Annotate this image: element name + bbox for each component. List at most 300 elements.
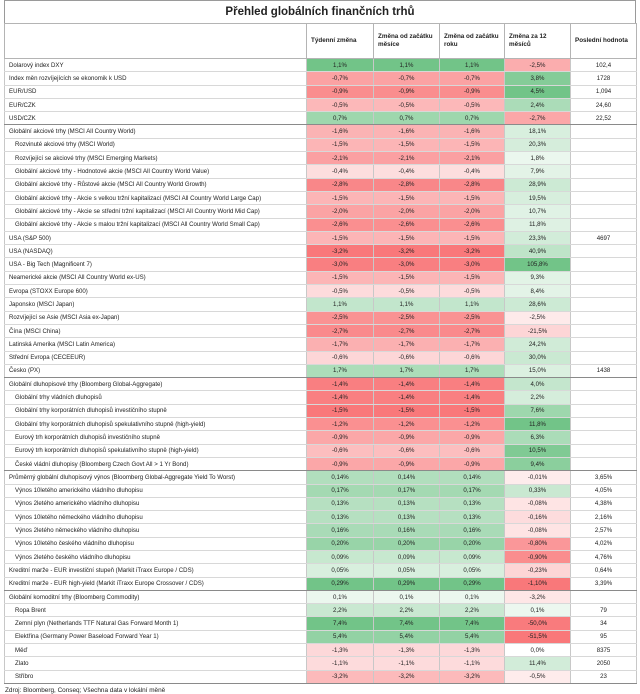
last-value-cell: 4,76% bbox=[571, 550, 637, 563]
12m-cell: -0,08% bbox=[505, 524, 571, 537]
mtd-cell: -1,4% bbox=[374, 391, 440, 404]
row-label: Rozvíjející se Asie (MSCI Asia ex-Japan) bbox=[5, 311, 307, 324]
12m-cell: -0,01% bbox=[505, 471, 571, 484]
mtd-cell: 1,1% bbox=[374, 298, 440, 311]
ytd-cell: -1,5% bbox=[440, 404, 505, 417]
table-row bbox=[5, 644, 637, 657]
mtd-cell: -0,7% bbox=[374, 72, 440, 85]
row-label: Střední Evropa (CECEEUR) bbox=[5, 351, 307, 364]
header-12m: Změna za 12 měsíců bbox=[505, 24, 571, 59]
last-value-cell bbox=[571, 404, 637, 417]
last-value-cell bbox=[571, 418, 637, 431]
table-row bbox=[5, 112, 637, 125]
table-row bbox=[5, 497, 637, 510]
weekly-cell: -0,5% bbox=[307, 98, 374, 111]
weekly-cell: 0,05% bbox=[307, 564, 374, 577]
weekly-cell: -0,7% bbox=[307, 72, 374, 85]
last-value-cell: 102,4 bbox=[571, 59, 637, 72]
last-value-cell: 4,05% bbox=[571, 484, 637, 497]
ytd-cell: -0,4% bbox=[440, 165, 505, 178]
last-value-cell: 4,02% bbox=[571, 537, 637, 550]
row-label: EUR/USD bbox=[5, 85, 307, 98]
mtd-cell: -1,4% bbox=[374, 378, 440, 391]
mtd-cell: -2,0% bbox=[374, 205, 440, 218]
last-value-cell: 3,65% bbox=[571, 471, 637, 484]
last-value-cell bbox=[571, 590, 637, 603]
weekly-cell: -2,0% bbox=[307, 205, 374, 218]
table-row bbox=[5, 378, 637, 391]
ytd-cell: -0,9% bbox=[440, 457, 505, 470]
row-label: Dolarový index DXY bbox=[5, 59, 307, 72]
row-label: USD/CZK bbox=[5, 112, 307, 125]
weekly-cell: -2,1% bbox=[307, 152, 374, 165]
mtd-cell: -1,5% bbox=[374, 191, 440, 204]
ytd-cell: -3,2% bbox=[440, 670, 505, 683]
weekly-cell: -0,9% bbox=[307, 431, 374, 444]
last-value-cell bbox=[571, 444, 637, 457]
ytd-cell: 0,7% bbox=[440, 112, 505, 125]
last-value-cell: 22,52 bbox=[571, 112, 637, 125]
12m-cell: 28,6% bbox=[505, 298, 571, 311]
row-label: Eurový trh korporátních dluhopisů spekulativního stupně (high-yield) bbox=[5, 444, 307, 457]
weekly-cell: -0,6% bbox=[307, 444, 374, 457]
mtd-cell: 0,16% bbox=[374, 524, 440, 537]
table-row bbox=[5, 152, 637, 165]
mtd-cell: -2,5% bbox=[374, 311, 440, 324]
last-value-cell bbox=[571, 431, 637, 444]
row-label: Japonsko (MSCI Japan) bbox=[5, 298, 307, 311]
row-label: Globální akciové trhy - Akcie se střední tržní kapitalizací (MSCI All Country World Mid Cap) bbox=[5, 205, 307, 218]
last-value-cell bbox=[571, 191, 637, 204]
ytd-cell: -0,6% bbox=[440, 444, 505, 457]
row-label: Globální trhy korporátních dluhopisů investičního stupně bbox=[5, 404, 307, 417]
12m-cell: 3,8% bbox=[505, 72, 571, 85]
weekly-cell: 0,16% bbox=[307, 524, 374, 537]
ytd-cell: -1,4% bbox=[440, 391, 505, 404]
row-label: Měď bbox=[5, 644, 307, 657]
last-value-cell: 0,64% bbox=[571, 564, 637, 577]
weekly-cell: -2,5% bbox=[307, 311, 374, 324]
table-row bbox=[5, 471, 637, 484]
last-value-cell: 2050 bbox=[571, 657, 637, 670]
last-value-cell bbox=[571, 165, 637, 178]
12m-cell: -2,7% bbox=[505, 112, 571, 125]
row-label: Zlato bbox=[5, 657, 307, 670]
weekly-cell: -0,9% bbox=[307, 85, 374, 98]
row-label: Stříbro bbox=[5, 670, 307, 683]
ytd-cell: 0,20% bbox=[440, 537, 505, 550]
ytd-cell: -1,6% bbox=[440, 125, 505, 138]
weekly-cell: -1,2% bbox=[307, 418, 374, 431]
header-ytd: Změna od začátku roku bbox=[440, 24, 505, 59]
weekly-cell: -1,5% bbox=[307, 404, 374, 417]
mtd-cell: -1,1% bbox=[374, 657, 440, 670]
row-label: Globální akciové trhy - Akcie s velkou tržní kapitalizací (MSCI All Country World Large Cap) bbox=[5, 191, 307, 204]
12m-cell: 2,2% bbox=[505, 391, 571, 404]
table-row bbox=[5, 537, 637, 550]
table-row bbox=[5, 630, 637, 643]
last-value-cell: 4697 bbox=[571, 231, 637, 244]
row-label: Index měn rozvíjejících se ekonomik k USD bbox=[5, 72, 307, 85]
ytd-cell: 0,13% bbox=[440, 497, 505, 510]
12m-cell: 1,8% bbox=[505, 152, 571, 165]
ytd-cell: 0,16% bbox=[440, 524, 505, 537]
12m-cell: 11,4% bbox=[505, 657, 571, 670]
weekly-cell: 0,29% bbox=[307, 577, 374, 590]
last-value-cell bbox=[571, 205, 637, 218]
table-row bbox=[5, 364, 637, 377]
mtd-cell: 1,7% bbox=[374, 364, 440, 377]
mtd-cell: 1,1% bbox=[374, 59, 440, 72]
ytd-cell: -1,5% bbox=[440, 191, 505, 204]
weekly-cell: 0,13% bbox=[307, 497, 374, 510]
row-label: Evropa (STOXX Europe 600) bbox=[5, 285, 307, 298]
table-row bbox=[5, 511, 637, 524]
last-value-cell bbox=[571, 391, 637, 404]
page-title: Přehled globálních finančních trhů bbox=[4, 0, 636, 23]
table-row bbox=[5, 590, 637, 603]
row-label: Globální akciové trhy (MSCI All Country World) bbox=[5, 125, 307, 138]
weekly-cell: 0,17% bbox=[307, 484, 374, 497]
weekly-cell: -2,7% bbox=[307, 324, 374, 337]
weekly-cell: -1,5% bbox=[307, 138, 374, 151]
last-value-cell: 1,094 bbox=[571, 85, 637, 98]
12m-cell: 2,4% bbox=[505, 98, 571, 111]
row-label: Česko (PX) bbox=[5, 364, 307, 377]
ytd-cell: -0,9% bbox=[440, 85, 505, 98]
mtd-cell: -0,5% bbox=[374, 98, 440, 111]
mtd-cell: -2,1% bbox=[374, 152, 440, 165]
row-label: Zemní plyn (Netherlands TTF Natural Gas Forward Month 1) bbox=[5, 617, 307, 630]
ytd-cell: -0,5% bbox=[440, 285, 505, 298]
mtd-cell: 0,17% bbox=[374, 484, 440, 497]
market-overview bbox=[4, 0, 636, 694]
last-value-cell bbox=[571, 338, 637, 351]
mtd-cell: -2,6% bbox=[374, 218, 440, 231]
12m-cell: -50,0% bbox=[505, 617, 571, 630]
weekly-cell: 5,4% bbox=[307, 630, 374, 643]
12m-cell: -0,5% bbox=[505, 670, 571, 683]
ytd-cell: 7,4% bbox=[440, 617, 505, 630]
weekly-cell: -3,2% bbox=[307, 245, 374, 258]
12m-cell: 10,7% bbox=[505, 205, 571, 218]
weekly-cell: -3,0% bbox=[307, 258, 374, 271]
row-label: Výnos 10letého českého vládního dluhopisu bbox=[5, 537, 307, 550]
12m-cell: 9,4% bbox=[505, 457, 571, 470]
weekly-cell: 0,13% bbox=[307, 511, 374, 524]
table-row bbox=[5, 457, 637, 470]
source-note: Zdroj: Bloomberg, Conseq; Všechna data v lokální měně bbox=[5, 686, 166, 694]
mtd-cell: -0,9% bbox=[374, 85, 440, 98]
12m-cell: 4,5% bbox=[505, 85, 571, 98]
last-value-cell: 2,16% bbox=[571, 511, 637, 524]
last-value-cell: 95 bbox=[571, 630, 637, 643]
mtd-cell: -0,5% bbox=[374, 285, 440, 298]
ytd-cell: -1,5% bbox=[440, 138, 505, 151]
12m-cell: 105,8% bbox=[505, 258, 571, 271]
ytd-cell: -1,4% bbox=[440, 378, 505, 391]
row-label: EUR/CZK bbox=[5, 98, 307, 111]
row-label: Neamerické akcie (MSCI All Country World ex-US) bbox=[5, 271, 307, 284]
last-value-cell: 79 bbox=[571, 604, 637, 617]
weekly-cell: 2,2% bbox=[307, 604, 374, 617]
ytd-cell: 0,29% bbox=[440, 577, 505, 590]
last-value-cell bbox=[571, 125, 637, 138]
table-row bbox=[5, 85, 637, 98]
table-row bbox=[5, 338, 637, 351]
mtd-cell: 0,13% bbox=[374, 511, 440, 524]
row-label: Globální trhy vládních dluhopisů bbox=[5, 391, 307, 404]
12m-cell: 8,4% bbox=[505, 285, 571, 298]
ytd-cell: -0,7% bbox=[440, 72, 505, 85]
12m-cell: 11,8% bbox=[505, 418, 571, 431]
last-value-cell: 23 bbox=[571, 670, 637, 683]
mtd-cell: -1,2% bbox=[374, 418, 440, 431]
header-weekly: Týdenní změna bbox=[307, 24, 374, 59]
last-value-cell bbox=[571, 218, 637, 231]
mtd-cell: -1,6% bbox=[374, 125, 440, 138]
ytd-cell: -2,7% bbox=[440, 324, 505, 337]
ytd-cell: -2,8% bbox=[440, 178, 505, 191]
ytd-cell: 0,14% bbox=[440, 471, 505, 484]
12m-cell: 0,1% bbox=[505, 604, 571, 617]
weekly-cell: -0,6% bbox=[307, 351, 374, 364]
last-value-cell bbox=[571, 324, 637, 337]
market-table bbox=[4, 23, 637, 684]
table-row bbox=[5, 231, 637, 244]
ytd-cell: 2,2% bbox=[440, 604, 505, 617]
ytd-cell: -0,5% bbox=[440, 98, 505, 111]
last-value-cell: 4,38% bbox=[571, 497, 637, 510]
table-row bbox=[5, 670, 637, 683]
weekly-cell: 0,7% bbox=[307, 112, 374, 125]
mtd-cell: -3,0% bbox=[374, 258, 440, 271]
weekly-cell: -1,6% bbox=[307, 125, 374, 138]
row-label: Globální akciové trhy - Akcie s malou tržní kapitalizací (MSCI All Country World Small Cap) bbox=[5, 218, 307, 231]
12m-cell: 30,0% bbox=[505, 351, 571, 364]
weekly-cell: -0,5% bbox=[307, 285, 374, 298]
12m-cell: -51,5% bbox=[505, 630, 571, 643]
last-value-cell bbox=[571, 351, 637, 364]
row-label: Kreditní marže - EUR high-yield (Markit iTraxx Europe Crossover / CDS) bbox=[5, 577, 307, 590]
header-mtd: Změna od začátku měsíce bbox=[374, 24, 440, 59]
last-value-cell bbox=[571, 298, 637, 311]
12m-cell: 11,8% bbox=[505, 218, 571, 231]
weekly-cell: 0,20% bbox=[307, 537, 374, 550]
weekly-cell: 1,7% bbox=[307, 364, 374, 377]
mtd-cell: -0,9% bbox=[374, 457, 440, 470]
mtd-cell: 2,2% bbox=[374, 604, 440, 617]
table-row bbox=[5, 391, 637, 404]
ytd-cell: 0,17% bbox=[440, 484, 505, 497]
12m-cell: -2,5% bbox=[505, 59, 571, 72]
table-row bbox=[5, 125, 637, 138]
mtd-cell: -0,6% bbox=[374, 444, 440, 457]
12m-cell: 4,0% bbox=[505, 378, 571, 391]
row-label: Výnos 2letého českého vládního dluhopisu bbox=[5, 550, 307, 563]
row-label: Rozvinuté akciové trhy (MSCI World) bbox=[5, 138, 307, 151]
table-row bbox=[5, 484, 637, 497]
weekly-cell: -0,9% bbox=[307, 457, 374, 470]
12m-cell: -1,10% bbox=[505, 577, 571, 590]
last-value-cell bbox=[571, 271, 637, 284]
12m-cell: 0,33% bbox=[505, 484, 571, 497]
12m-cell: 9,3% bbox=[505, 271, 571, 284]
12m-cell: -3,2% bbox=[505, 590, 571, 603]
mtd-cell: -2,7% bbox=[374, 324, 440, 337]
mtd-cell: -1,5% bbox=[374, 404, 440, 417]
ytd-cell: -1,3% bbox=[440, 644, 505, 657]
mtd-cell: -1,3% bbox=[374, 644, 440, 657]
weekly-cell: -1,5% bbox=[307, 191, 374, 204]
12m-cell: -0,08% bbox=[505, 497, 571, 510]
weekly-cell: -1,5% bbox=[307, 231, 374, 244]
12m-cell: -0,23% bbox=[505, 564, 571, 577]
12m-cell: 28,9% bbox=[505, 178, 571, 191]
ytd-cell: -2,0% bbox=[440, 205, 505, 218]
last-value-cell bbox=[571, 138, 637, 151]
mtd-cell: 7,4% bbox=[374, 617, 440, 630]
ytd-cell: 5,4% bbox=[440, 630, 505, 643]
table-row bbox=[5, 191, 637, 204]
last-value-cell: 1438 bbox=[571, 364, 637, 377]
ytd-cell: -1,1% bbox=[440, 657, 505, 670]
row-label: USA - Big Tech (Magnificent 7) bbox=[5, 258, 307, 271]
12m-cell: 6,3% bbox=[505, 431, 571, 444]
row-label: Čína (MSCI China) bbox=[5, 324, 307, 337]
table-row bbox=[5, 404, 637, 417]
weekly-cell: -1,4% bbox=[307, 378, 374, 391]
row-label: Výnos 10letého amerického vládního dluhopisu bbox=[5, 484, 307, 497]
ytd-cell: -3,2% bbox=[440, 245, 505, 258]
weekly-cell: 0,09% bbox=[307, 550, 374, 563]
ytd-cell: -1,2% bbox=[440, 418, 505, 431]
ytd-cell: -1,5% bbox=[440, 271, 505, 284]
ytd-cell: -1,5% bbox=[440, 231, 505, 244]
row-label: USA (NASDAQ) bbox=[5, 245, 307, 258]
12m-cell: -21,5% bbox=[505, 324, 571, 337]
last-value-cell: 1728 bbox=[571, 72, 637, 85]
table-row bbox=[5, 298, 637, 311]
ytd-cell: 1,1% bbox=[440, 59, 505, 72]
ytd-cell: -0,9% bbox=[440, 431, 505, 444]
ytd-cell: -1,7% bbox=[440, 338, 505, 351]
row-label: Výnos 2letého amerického vládního dluhopisu bbox=[5, 497, 307, 510]
row-label: Eurový trh korporátních dluhopisů investičního stupně bbox=[5, 431, 307, 444]
mtd-cell: 0,20% bbox=[374, 537, 440, 550]
weekly-cell: 7,4% bbox=[307, 617, 374, 630]
12m-cell: 23,3% bbox=[505, 231, 571, 244]
row-label: Ropa Brent bbox=[5, 604, 307, 617]
mtd-cell: -1,5% bbox=[374, 271, 440, 284]
mtd-cell: 0,14% bbox=[374, 471, 440, 484]
last-value-cell: 3,39% bbox=[571, 577, 637, 590]
weekly-cell: -2,8% bbox=[307, 178, 374, 191]
table-row bbox=[5, 72, 637, 85]
table-row bbox=[5, 245, 637, 258]
mtd-cell: -1,5% bbox=[374, 138, 440, 151]
row-label: Průměrný globální dluhopisový výnos (Bloomberg Global-Aggregate Yield To Worst) bbox=[5, 471, 307, 484]
ytd-cell: 0,09% bbox=[440, 550, 505, 563]
12m-cell: 40,9% bbox=[505, 245, 571, 258]
mtd-cell: 0,05% bbox=[374, 564, 440, 577]
header-last: Poslední hodnota bbox=[571, 24, 637, 59]
table-row bbox=[5, 550, 637, 563]
mtd-cell: 0,09% bbox=[374, 550, 440, 563]
12m-cell: 20,3% bbox=[505, 138, 571, 151]
table-row bbox=[5, 324, 637, 337]
table-row bbox=[5, 178, 637, 191]
header-row bbox=[5, 24, 637, 59]
row-label: Kreditní marže - EUR investiční stupeň (Markit iTraxx Europe / CDS) bbox=[5, 564, 307, 577]
weekly-cell: 0,14% bbox=[307, 471, 374, 484]
row-label: České vládní dluhopisy (Bloomberg Czech Govt All > 1 Yr Bond) bbox=[5, 457, 307, 470]
mtd-cell: 0,29% bbox=[374, 577, 440, 590]
table-row bbox=[5, 564, 637, 577]
ytd-cell: 1,1% bbox=[440, 298, 505, 311]
last-value-cell bbox=[571, 378, 637, 391]
last-value-cell: 34 bbox=[571, 617, 637, 630]
row-label: Globální komoditní trhy (Bloomberg Commodity) bbox=[5, 590, 307, 603]
table-row bbox=[5, 524, 637, 537]
table-row bbox=[5, 311, 637, 324]
table-row bbox=[5, 418, 637, 431]
table-row bbox=[5, 98, 637, 111]
last-value-cell bbox=[571, 258, 637, 271]
12m-cell: 19,5% bbox=[505, 191, 571, 204]
12m-cell: 15,0% bbox=[505, 364, 571, 377]
last-value-cell bbox=[571, 245, 637, 258]
table-row bbox=[5, 59, 637, 72]
row-label: Latinská Amerika (MSCI Latin America) bbox=[5, 338, 307, 351]
table-row bbox=[5, 577, 637, 590]
weekly-cell: 0,1% bbox=[307, 590, 374, 603]
last-value-cell: 8375 bbox=[571, 644, 637, 657]
ytd-cell: 1,7% bbox=[440, 364, 505, 377]
table-row bbox=[5, 285, 637, 298]
12m-cell: -2,5% bbox=[505, 311, 571, 324]
mtd-cell: -3,2% bbox=[374, 245, 440, 258]
table-row bbox=[5, 604, 637, 617]
mtd-cell: 5,4% bbox=[374, 630, 440, 643]
12m-cell: 24,2% bbox=[505, 338, 571, 351]
row-label: Výnos 2letého německého vládního dluhopisu bbox=[5, 524, 307, 537]
mtd-cell: -0,6% bbox=[374, 351, 440, 364]
table-row bbox=[5, 205, 637, 218]
mtd-cell: 0,13% bbox=[374, 497, 440, 510]
row-label: Elektřina (Germany Power Baseload Forward Year 1) bbox=[5, 630, 307, 643]
ytd-cell: 0,05% bbox=[440, 564, 505, 577]
ytd-cell: -0,6% bbox=[440, 351, 505, 364]
table-row bbox=[5, 138, 637, 151]
table-row bbox=[5, 444, 637, 457]
12m-cell: 18,1% bbox=[505, 125, 571, 138]
ytd-cell: -2,5% bbox=[440, 311, 505, 324]
mtd-cell: 0,7% bbox=[374, 112, 440, 125]
table-row bbox=[5, 218, 637, 231]
last-value-cell: 24,60 bbox=[571, 98, 637, 111]
ytd-cell: 0,1% bbox=[440, 590, 505, 603]
weekly-cell: -0,4% bbox=[307, 165, 374, 178]
weekly-cell: -2,6% bbox=[307, 218, 374, 231]
ytd-cell: -3,0% bbox=[440, 258, 505, 271]
row-label: Globální akciové trhy - Růstové akcie (MSCI All Country World Growth) bbox=[5, 178, 307, 191]
table-row bbox=[5, 271, 637, 284]
ytd-cell: 0,13% bbox=[440, 511, 505, 524]
ytd-cell: -2,6% bbox=[440, 218, 505, 231]
table-row bbox=[5, 258, 637, 271]
table-row bbox=[5, 657, 637, 670]
